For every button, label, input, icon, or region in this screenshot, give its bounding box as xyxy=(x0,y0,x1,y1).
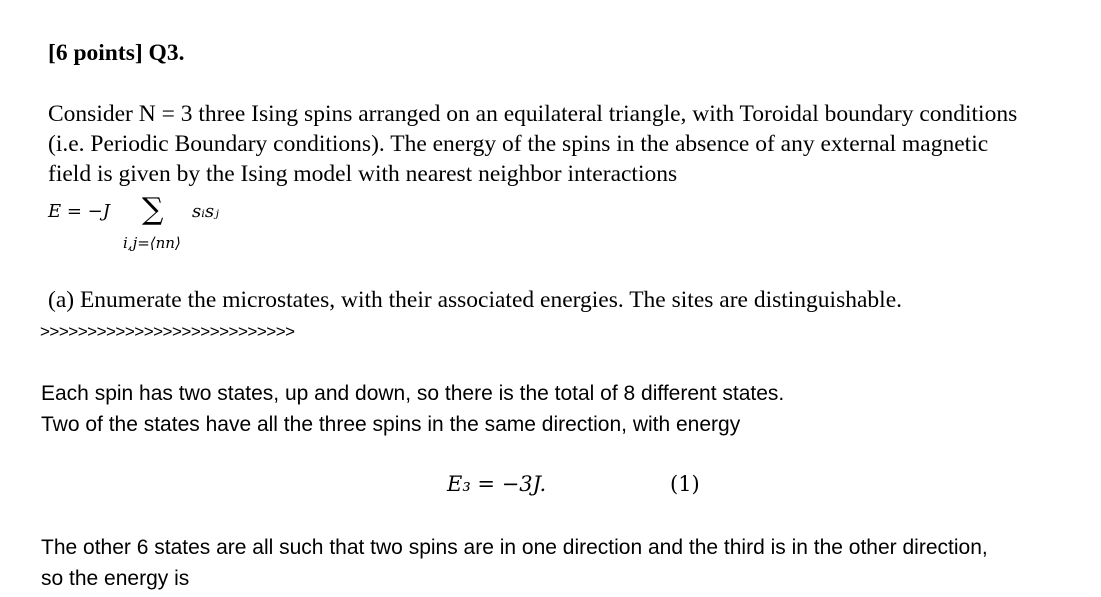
sum-symbol: ∑ xyxy=(142,192,164,227)
solution-line: so the energy is xyxy=(41,567,190,590)
formula-summand: sᵢsⱼ xyxy=(192,201,219,222)
equation-number: (1) xyxy=(670,472,700,496)
intro-line: field is given by the Ising model with nearest neighbor interactions xyxy=(48,161,678,187)
separator-arrows: >>>>>>>>>>>>>>>>>>>>>>>>>>> xyxy=(40,322,295,341)
energy-formula xyxy=(48,192,308,258)
question-heading: [6 points] Q3. xyxy=(48,40,185,66)
solution-line: Each spin has two states, up and down, so there is the total of 8 different states. xyxy=(41,382,785,405)
solution-paragraph-2 xyxy=(41,532,988,594)
solution-paragraph-1 xyxy=(41,378,784,440)
solution-line: Two of the states have all the three spins in the same direction, with energy xyxy=(41,413,741,436)
sum-index: i,j=⟨nn⟩ xyxy=(123,234,181,252)
formula-lhs: E = −J xyxy=(48,201,110,222)
equation-e3 xyxy=(447,472,546,496)
equation-text: E₃ = −3J. xyxy=(447,472,547,496)
intro-line: (i.e. Periodic Boundary conditions). The energy of the spins in the absence of any external magnetic xyxy=(48,131,989,157)
intro-line: Consider N = 3 three Ising spins arranged on an equilateral triangle, with Toroidal boundary conditions xyxy=(48,101,1018,127)
solution-line: The other 6 states are all such that two spins are in one direction and the third is in the other direction, xyxy=(41,536,988,559)
part-a-question: (a) Enumerate the microstates, with their associated energies. The sites are distinguishable. xyxy=(48,287,902,313)
question-intro xyxy=(48,99,1017,189)
